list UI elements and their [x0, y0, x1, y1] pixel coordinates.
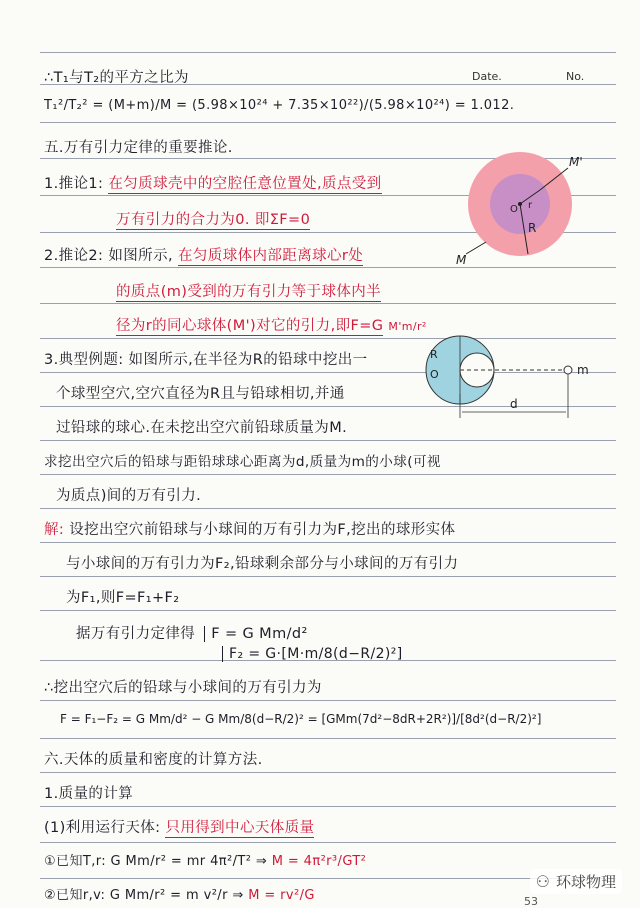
small-ball — [564, 366, 572, 374]
example-line — [44, 348, 368, 369]
ruled-line — [40, 738, 616, 739]
line-ratio-formula — [44, 98, 514, 113]
ratio-expression: (M+m)/M = (5.98×10²⁴ + 7.35×10²²)/(5.98×10²⁴) = 1.012. — [108, 98, 515, 113]
mass-calc-heading: 1.质量的计算 — [44, 786, 134, 802]
ratio-lhs: T₁²/T₂² = — [44, 98, 104, 113]
corollary-two-cont — [116, 280, 381, 301]
case-two-eq: ②已知r,v: G Mm/r² = m v²/r ⇒ — [44, 888, 244, 903]
watermark-text: 环球物理 — [555, 873, 616, 891]
ruled-line — [40, 700, 616, 701]
corollary-two-formula: M'm/r² — [388, 320, 427, 333]
ruled-line — [40, 440, 616, 441]
fig2-label-O: O — [430, 368, 439, 381]
label-R: R — [528, 221, 537, 235]
solution-line-3: 为F₁,则F=F₁+F₂ — [66, 590, 180, 606]
result-intro: ∴挖出空穴后的铅球与小球间的万有引力为 — [44, 680, 322, 696]
fig2-label-m: m — [577, 363, 589, 377]
example-line-3: 过铅球的球心.在未挖出空穴前铅球质量为M. — [56, 420, 348, 436]
example-line-2: 个球型空穴,空穴直径为R且与铅球相切,并通 — [56, 386, 345, 402]
date-label: Date. — [472, 70, 502, 83]
ruled-line — [40, 806, 616, 807]
M-pointer — [466, 242, 486, 254]
wechat-icon: ⚇ — [535, 872, 550, 891]
cavity-diagram — [420, 334, 620, 426]
case-two-line — [44, 884, 315, 903]
ruled-line — [40, 576, 616, 577]
corollary-two-cont-2 — [116, 314, 427, 335]
corollary-two-line — [44, 244, 363, 265]
solution-text: 设挖出空穴前铅球与小球间的万有引力为F,挖出的球形实体 — [69, 522, 456, 538]
case-one-result: M = 4π²r³/GT² — [271, 854, 367, 869]
solution-line — [44, 518, 455, 539]
watermark — [530, 869, 622, 894]
solution-label: 解: — [44, 522, 65, 538]
example-text: 如图所示,在半径为R的铅球中挖出一 — [128, 352, 368, 368]
law-line — [76, 622, 308, 643]
fig2-label-d: d — [510, 397, 518, 411]
case-two-result: M = rv²/G — [248, 888, 315, 903]
method-one-line — [44, 816, 314, 837]
result-formula: F = F₁−F₂ = G Mm/d² − G Mm/8(d−R/2)² = [GMm(7d²−8dR+2R²)]/[8d²(d−R/2)²] — [60, 712, 542, 726]
ruled-line — [40, 303, 616, 304]
method-one-label: (1)利用运行天体: — [44, 820, 161, 836]
corollary-two-text: 在匀质球体内部距离球心r处 — [178, 248, 364, 264]
law-formula-2: F₂ = G·[M·m/8(d−R/2)²] — [222, 646, 403, 662]
corollary-two-label: 2.推论2: — [44, 248, 104, 264]
fig2-label-R: R — [430, 348, 438, 361]
corollary-one-label: 1.推论1: — [44, 176, 104, 192]
law-label: 据万有引力定律得 — [76, 626, 196, 642]
label-M: M — [456, 253, 467, 267]
corollary-two-text-2: 的质点(m)受到的万有引力等于球体内半 — [116, 284, 382, 300]
case-one-line — [44, 850, 366, 869]
ruled-line — [40, 772, 616, 773]
number-label: No. — [566, 70, 585, 83]
method-one-note: 只用得到中心天体质量 — [165, 820, 315, 836]
example-label: 3.典型例题: — [44, 352, 124, 368]
section-six-heading: 六.天体的质量和密度的计算方法. — [44, 752, 263, 768]
label-O: O — [510, 204, 518, 215]
case-one-eq: ①已知T,r: G Mm/r² = mr 4π²/T² ⇒ — [44, 854, 268, 869]
ruled-line — [40, 122, 616, 123]
corollary-two-text-3: 径为r的同心球体(M')对它的引力,即F=G — [116, 318, 384, 334]
corollary-two-ref: 如图所示, — [108, 248, 173, 264]
sphere-diagram — [456, 150, 616, 270]
page-number: 53 — [524, 895, 538, 908]
example-line-5: 为质点)间的万有引力. — [56, 488, 202, 504]
section-five-heading: 五.万有引力定律的重要推论. — [44, 140, 233, 156]
ruled-line — [40, 508, 616, 509]
corollary-one-line — [44, 172, 382, 193]
ruled-line — [40, 52, 616, 53]
ruled-line — [40, 542, 616, 543]
label-r: r — [528, 200, 533, 211]
corollary-one-result: 万有引力的合力为0. 即ΣF=0 — [116, 212, 311, 228]
law-formula-1: F = G Mm/d² — [204, 626, 308, 642]
corollary-one-text: 在匀质球壳中的空腔任意位置处,质点受到 — [108, 176, 382, 192]
label-m-prime: M' — [569, 155, 583, 169]
line-ratio-intro: ∴T₁与T₂的平方之比为 — [44, 70, 189, 86]
ruled-line — [40, 842, 616, 843]
corollary-one-cont — [116, 208, 310, 229]
ruled-line — [40, 474, 616, 475]
example-line-4: 求挖出空穴后的铅球与距铅球球心距离为d,质量为m的小球(可视 — [44, 454, 441, 470]
ruled-line — [40, 610, 616, 611]
solution-line-2: 与小球间的万有引力为F₂,铅球剩余部分与小球间的万有引力 — [66, 556, 459, 572]
